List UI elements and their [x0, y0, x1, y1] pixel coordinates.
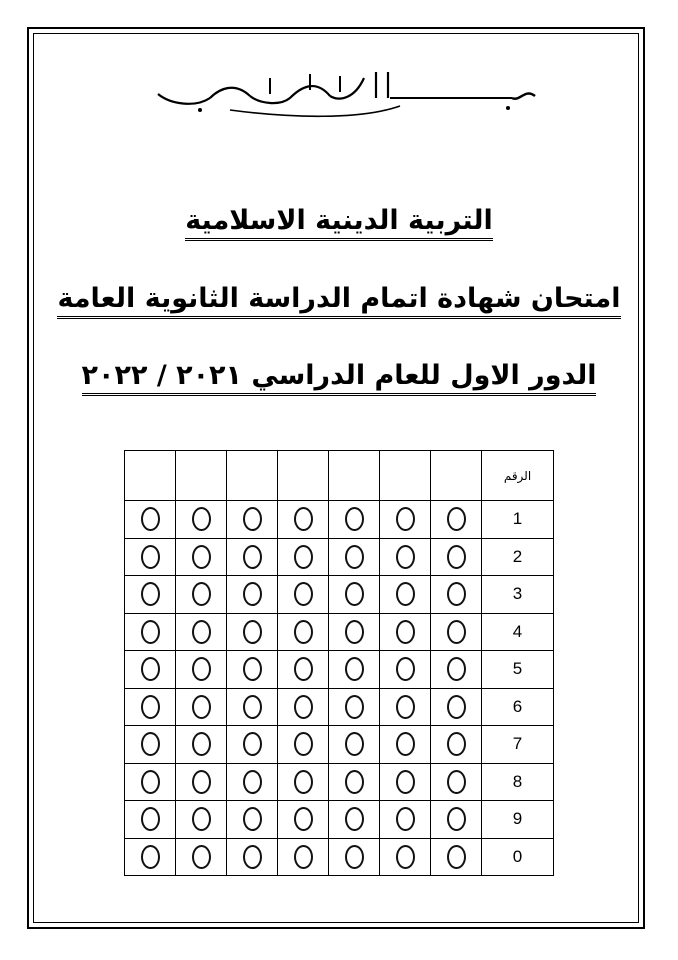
digit-write-box[interactable]: [329, 451, 380, 501]
exam-title: [0, 283, 678, 319]
digit-label: 0: [482, 838, 554, 876]
answer-bubble[interactable]: [294, 807, 313, 831]
answer-bubble[interactable]: [396, 657, 415, 681]
bubble-cell: [125, 688, 176, 726]
bubble-cell: [176, 688, 227, 726]
answer-bubble[interactable]: [396, 507, 415, 531]
answer-bubble[interactable]: [141, 695, 160, 719]
answer-bubble[interactable]: [447, 845, 466, 869]
bubble-cell: [125, 538, 176, 576]
bubble-cell: [176, 501, 227, 539]
bubble-cell: [125, 763, 176, 801]
digit-label: 5: [482, 651, 554, 689]
answer-bubble[interactable]: [396, 845, 415, 869]
answer-bubble[interactable]: [243, 582, 262, 606]
bubble-cell: [176, 576, 227, 614]
answer-bubble[interactable]: [141, 582, 160, 606]
basmala-calligraphy: [140, 58, 540, 120]
digit-row: [125, 576, 554, 614]
answer-bubble[interactable]: [192, 732, 211, 756]
answer-bubble[interactable]: [447, 507, 466, 531]
answer-bubble[interactable]: [294, 620, 313, 644]
answer-bubble[interactable]: [345, 582, 364, 606]
digit-write-box[interactable]: [278, 451, 329, 501]
answer-bubble[interactable]: [396, 770, 415, 794]
bubble-cell: [125, 501, 176, 539]
grid-header-row: [125, 451, 554, 501]
bubble-cell: [431, 651, 482, 689]
answer-bubble[interactable]: [345, 807, 364, 831]
answer-bubble[interactable]: [345, 732, 364, 756]
bubble-cell: [227, 501, 278, 539]
answer-bubble[interactable]: [345, 770, 364, 794]
digit-row: [125, 763, 554, 801]
bubble-cell: [176, 726, 227, 764]
answer-bubble[interactable]: [192, 807, 211, 831]
bubble-cell: [431, 613, 482, 651]
answer-bubble[interactable]: [345, 695, 364, 719]
bubble-cell: [227, 763, 278, 801]
answer-bubble[interactable]: [396, 732, 415, 756]
bubble-cell: [329, 801, 380, 839]
answer-bubble[interactable]: [447, 657, 466, 681]
answer-bubble[interactable]: [345, 620, 364, 644]
subject-title-text: التربية الدينية الاسلامية: [185, 205, 493, 241]
bubble-cell: [227, 651, 278, 689]
answer-bubble[interactable]: [243, 845, 262, 869]
bubble-cell: [125, 838, 176, 876]
bubble-cell: [125, 726, 176, 764]
bubble-cell: [227, 726, 278, 764]
answer-bubble[interactable]: [345, 545, 364, 569]
digit-row: [125, 501, 554, 539]
answer-bubble[interactable]: [345, 845, 364, 869]
bubble-cell: [278, 613, 329, 651]
digit-write-box[interactable]: [176, 451, 227, 501]
bubble-cell: [278, 538, 329, 576]
answer-bubble[interactable]: [141, 807, 160, 831]
bubble-cell: [278, 763, 329, 801]
bubble-cell: [227, 576, 278, 614]
bubble-cell: [227, 838, 278, 876]
answer-bubble[interactable]: [192, 770, 211, 794]
digit-label: 4: [482, 613, 554, 651]
answer-bubble[interactable]: [294, 507, 313, 531]
answer-bubble[interactable]: [447, 770, 466, 794]
bubble-cell: [176, 838, 227, 876]
answer-bubble[interactable]: [294, 845, 313, 869]
answer-bubble[interactable]: [294, 582, 313, 606]
session-title-text: الدور الاول للعام الدراسي ٢٠٢١ / ٢٠٢٢: [82, 360, 597, 396]
digit-label: 2: [482, 538, 554, 576]
answer-bubble[interactable]: [141, 732, 160, 756]
answer-bubble[interactable]: [396, 807, 415, 831]
digit-label: 7: [482, 726, 554, 764]
bubble-cell: [227, 801, 278, 839]
answer-bubble[interactable]: [243, 507, 262, 531]
answer-bubble[interactable]: [243, 620, 262, 644]
digit-label: 1: [482, 501, 554, 539]
bubble-cell: [431, 763, 482, 801]
bubble-cell: [329, 763, 380, 801]
bubble-cell: [278, 801, 329, 839]
answer-bubble[interactable]: [396, 620, 415, 644]
answer-bubble[interactable]: [294, 695, 313, 719]
answer-bubble[interactable]: [192, 545, 211, 569]
bubble-cell: [227, 538, 278, 576]
bubble-cell: [431, 801, 482, 839]
bubble-cell: [125, 613, 176, 651]
bubble-cell: [380, 726, 431, 764]
bubble-cell: [380, 501, 431, 539]
answer-bubble[interactable]: [447, 695, 466, 719]
digit-write-box[interactable]: [125, 451, 176, 501]
answer-bubble[interactable]: [141, 545, 160, 569]
bubble-cell: [278, 501, 329, 539]
answer-bubble[interactable]: [141, 657, 160, 681]
seat-number-bubble-grid: [124, 450, 554, 876]
bubble-cell: [125, 576, 176, 614]
bubble-cell: [380, 838, 431, 876]
digit-label: 9: [482, 801, 554, 839]
answer-bubble[interactable]: [192, 507, 211, 531]
answer-bubble[interactable]: [141, 770, 160, 794]
subject-title: [0, 205, 678, 241]
answer-bubble[interactable]: [396, 582, 415, 606]
bubble-cell: [329, 613, 380, 651]
answer-bubble[interactable]: [192, 695, 211, 719]
answer-bubble[interactable]: [141, 507, 160, 531]
bubble-cell: [329, 576, 380, 614]
session-title: [0, 360, 678, 396]
bubble-cell: [278, 651, 329, 689]
bubble-cell: [329, 688, 380, 726]
bubble-cell: [278, 688, 329, 726]
digit-row: [125, 688, 554, 726]
bubble-cell: [125, 651, 176, 689]
bubble-cell: [176, 651, 227, 689]
answer-bubble[interactable]: [345, 507, 364, 531]
answer-bubble[interactable]: [447, 807, 466, 831]
answer-bubble[interactable]: [396, 695, 415, 719]
digit-label: 6: [482, 688, 554, 726]
digit-row: [125, 838, 554, 876]
answer-bubble[interactable]: [345, 657, 364, 681]
bubble-cell: [380, 576, 431, 614]
bubble-cell: [329, 838, 380, 876]
answer-bubble[interactable]: [447, 620, 466, 644]
answer-bubble[interactable]: [141, 845, 160, 869]
digit-row: [125, 651, 554, 689]
answer-bubble[interactable]: [141, 620, 160, 644]
bubble-cell: [431, 838, 482, 876]
digit-row: [125, 538, 554, 576]
bubble-cell: [278, 838, 329, 876]
bubble-cell: [431, 538, 482, 576]
answer-bubble[interactable]: [243, 695, 262, 719]
digit-row: [125, 613, 554, 651]
answer-bubble[interactable]: [243, 657, 262, 681]
bubble-cell: [380, 801, 431, 839]
bubble-cell: [329, 651, 380, 689]
answer-bubble[interactable]: [294, 770, 313, 794]
answer-bubble[interactable]: [447, 732, 466, 756]
answer-bubble[interactable]: [192, 657, 211, 681]
answer-bubble[interactable]: [447, 582, 466, 606]
answer-bubble[interactable]: [243, 732, 262, 756]
bubble-cell: [125, 801, 176, 839]
bubble-cell: [380, 538, 431, 576]
bubble-cell: [431, 726, 482, 764]
bubble-cell: [380, 688, 431, 726]
bubble-cell: [329, 726, 380, 764]
answer-bubble[interactable]: [192, 582, 211, 606]
bubble-cell: [176, 613, 227, 651]
exam-title-text: امتحان شهادة اتمام الدراسة الثانوية العامة: [57, 283, 620, 319]
grid-header-label: الرقم: [482, 451, 554, 501]
bubble-cell: [278, 576, 329, 614]
bubble-cell: [176, 538, 227, 576]
answer-bubble[interactable]: [294, 732, 313, 756]
digit-label: 8: [482, 763, 554, 801]
bubble-cell: [227, 688, 278, 726]
bubble-cell: [176, 801, 227, 839]
digit-write-box[interactable]: [380, 451, 431, 501]
bubble-cell: [431, 501, 482, 539]
answer-bubble[interactable]: [243, 545, 262, 569]
bubble-cell: [431, 576, 482, 614]
answer-bubble[interactable]: [447, 545, 466, 569]
bubble-cell: [380, 763, 431, 801]
digit-write-box[interactable]: [227, 451, 278, 501]
answer-bubble[interactable]: [243, 770, 262, 794]
digit-row: [125, 726, 554, 764]
answer-bubble[interactable]: [294, 545, 313, 569]
digit-write-box[interactable]: [431, 451, 482, 501]
bubble-cell: [329, 501, 380, 539]
digit-row: [125, 801, 554, 839]
bubble-cell: [431, 688, 482, 726]
bubble-cell: [278, 726, 329, 764]
answer-bubble[interactable]: [243, 807, 262, 831]
bubble-cell: [380, 651, 431, 689]
bubble-cell: [176, 763, 227, 801]
bubble-cell: [227, 613, 278, 651]
bubble-cell: [329, 538, 380, 576]
answer-bubble[interactable]: [396, 545, 415, 569]
digit-label: 3: [482, 576, 554, 614]
bubble-cell: [380, 613, 431, 651]
answer-bubble[interactable]: [192, 845, 211, 869]
answer-bubble[interactable]: [294, 657, 313, 681]
answer-bubble[interactable]: [192, 620, 211, 644]
